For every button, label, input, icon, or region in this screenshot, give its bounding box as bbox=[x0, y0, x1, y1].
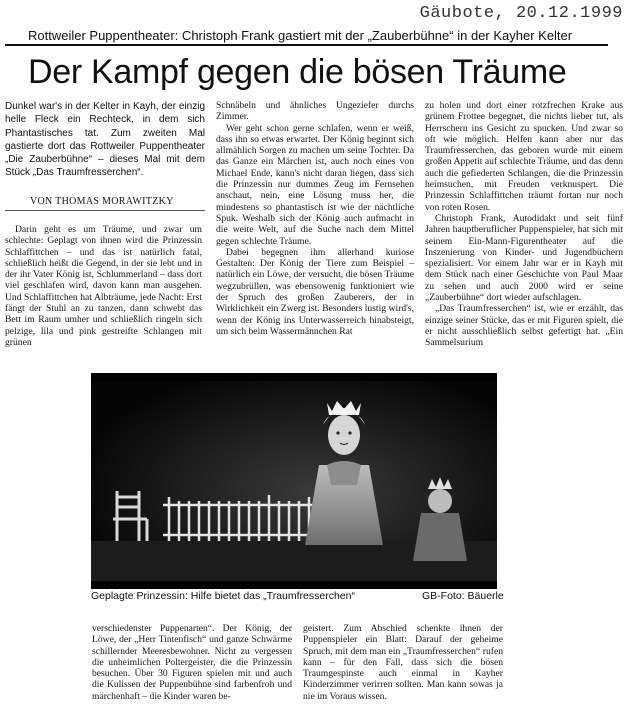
paragraph: „Das Traumfresserchen“ ist, wie er erzählt, das einzige seiner Stücke, das er mit Figuren spielt, die er nicht ausschließlich selbst gefertigt hat. „Ein Sammelsurium bbox=[425, 303, 623, 349]
article-column-3 bbox=[425, 100, 623, 349]
paragraph: geistert. Zum Abschied schenkte ihnen der Puppenspieler ein Blatt: Darauf der geheime Spruch, mit dem man ein „Traumfresserchen“ rufen kann – für den Fall, dass sich die bösen Traumgespinste auch einmal in Kayher Kinderzimmer verirren sollten. Man kann sowas ja nie im Voraus wissen. bbox=[303, 623, 503, 702]
photo-caption: Geplagte Prinzessin: Hilfe bietet das „Traumfresserchen“ bbox=[91, 590, 355, 602]
article-headline: Der Kampf gegen die bösen Träume bbox=[28, 53, 567, 91]
puppet-theater-photo bbox=[91, 373, 497, 589]
paragraph: Darin geht es um Träume, und zwar um schlechte: Geplagt von ihnen wird die Prinzessin Schlaffittchen – und das ist natürlich fatal, schließlich heißt die Gegend, in der sie lebt und in der ihr Vater König ist, Schlummerland – dass dort viel geschlafen wird, davon kann man ausgehen. Und Schlaffittchen hat Albträume, jede Nacht: Erst fängt der Stuhl an zu tanzen, dann schwebt das Bett im Raum umher und schließlich ringeln sich pelzige, lila und pink gestreifte Schlangen mit grünen bbox=[5, 224, 202, 348]
article-column-4 bbox=[92, 623, 292, 702]
article-column-2 bbox=[216, 100, 414, 337]
article-kicker: Rottweiler Puppentheater: Christoph Frank gastiert mit der „Zauberbühne“ in der Kayher Kelter bbox=[28, 28, 573, 43]
article-byline: VON THOMAS MORAWITZKY bbox=[30, 196, 174, 207]
photo-credit: GB-Foto: Bäuerle bbox=[422, 590, 504, 602]
kicker-rule bbox=[5, 44, 608, 46]
paragraph: Dabei begegnen ihm allerhand kuriose Gestalten: Der König der Tiere zum Beispiel – natürlich ein Löwe, der versucht, die bösen Träume wegzubrüllen, was ebensowenig funktioniert wie der Spruch des großen Zauberers, der in Wirklichkeit ein Zwerg ist. Besonders lustig wird's, wenn der König ins Unterwasserreich hinabsteigt, um sich beim Wassermännchen Rat bbox=[216, 246, 414, 337]
newspaper-source-date: Gäubote, 20.12.1999 bbox=[419, 4, 623, 23]
paragraph: Schnäbeln und ähnliches Ungeziefer durchs Zimmer. bbox=[216, 100, 414, 123]
paragraph: Christoph Frank, Autodidakt und seit fünf Jahren hauptberuflicher Puppenspieler, hat sich mit seinem Ein-Mann-Figurentheater auf die Inszenierung von Kinder- und Jugendbüchern spezialisiert. Vor einem Jahr war er in Kayh mit dem Stück nach einer Geschichte von Paul Maar zu sehen und auch 2000 wird er seine „Zauberbühne“ dort wieder aufschlagen. bbox=[425, 212, 623, 304]
article-column-1 bbox=[5, 224, 202, 348]
puppet-stage-illustration bbox=[91, 373, 497, 589]
article-lead: Dunkel war's in der Kelter in Kayh, der einzig helle Fleck ein Rechteck, in dem sich Phantastisches tat. Zum zweiten Mal gastierte dort das Rottweiler Puppentheater „Die Zauberbühne“ – dieses Mal mit dem Stück „Das Traumfresserchen“. bbox=[5, 101, 205, 179]
paragraph: verschiedenster Puppenarten“. Der König, der Löwe, der „Herr Tintenfisch“ und ganze Schwärme schillernder Meeresbewohner. Nicht zu vergessen die unheimlichen Poltergeister, die die Prinzessin besuchen. Über 30 Figuren spielen mit und auch die Kulissen der Puppenbühne sind farbenfroh und märchenhaft – die Kinder waren be- bbox=[92, 623, 292, 702]
byline-rule bbox=[5, 210, 205, 211]
article-column-5 bbox=[303, 623, 503, 702]
paragraph: zu holen und dort einer rotzfrechen Krake aus grünem Frottee begegnet, die nichts lieber tut, als Herrschern ins Gesicht zu spucken. Und zwar so oft wie möglich. Helfen kann aber nur das Traumfresserchen, das geboren wurde mit einem großen Appetit auf schlechte Träume, und das denn auch die gefiederten Schlangen, die die Prinzessin heimsuchen, mit Freuden verknuspert. Die Prinzessin Schlaffittchen träumt fortan nur noch von roten Rosen. bbox=[425, 100, 623, 213]
paragraph: Wer geht schon gerne schlafen, wenn er weiß, dass ihn so etwas erwartet. Der König beginnt sich allmählich Sorgen zu machen um seine Tochter. Da das Ganze ein Märchen ist, auch noch eines von Michael Ende, kann's nicht daran liegen, dass sich die Prinzessin nur dummes Zeug im Fernsehen anschaut, nein, eine Lösung muss her, die mindestens so phantastisch ist wie der nächtliche Spuk. Weshalb sich der König auch aufmacht in die weite Welt, auf die Suche nach dem Mittel gegen schlechte Träume. bbox=[216, 122, 414, 247]
